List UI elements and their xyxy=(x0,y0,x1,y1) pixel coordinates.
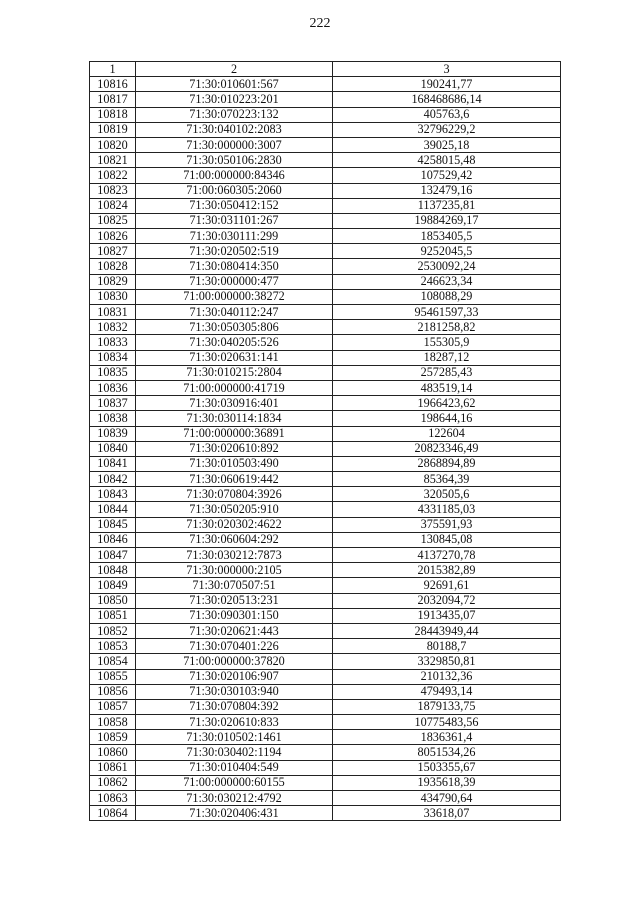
table-row xyxy=(90,563,561,578)
value-cell: 1966423,62 xyxy=(333,396,561,411)
cadastral-number-cell: 71:30:010223:201 xyxy=(136,92,333,107)
table-row xyxy=(90,183,561,198)
value-cell: 1137235,81 xyxy=(333,198,561,213)
cadastral-number-cell: 71:00:060305:2060 xyxy=(136,183,333,198)
cadastral-number-cell: 71:00:000000:37820 xyxy=(136,654,333,669)
row-number-cell: 10855 xyxy=(90,669,136,684)
cadastral-number-cell: 71:30:030114:1834 xyxy=(136,411,333,426)
cadastral-number-cell: 71:30:000000:2105 xyxy=(136,563,333,578)
row-number-cell: 10826 xyxy=(90,229,136,244)
table-row xyxy=(90,426,561,441)
value-cell: 375591,93 xyxy=(333,517,561,532)
table-row xyxy=(90,289,561,304)
cadastral-number-cell: 71:00:000000:36891 xyxy=(136,426,333,441)
value-cell: 483519,14 xyxy=(333,380,561,395)
row-number-cell: 10858 xyxy=(90,715,136,730)
table-row xyxy=(90,213,561,228)
value-cell: 2032094,72 xyxy=(333,593,561,608)
cadastral-number-cell: 71:30:040205:526 xyxy=(136,335,333,350)
value-cell: 4258015,48 xyxy=(333,153,561,168)
value-cell: 3329850,81 xyxy=(333,654,561,669)
cadastral-number-cell: 71:30:010503:490 xyxy=(136,456,333,471)
row-number-cell: 10816 xyxy=(90,77,136,92)
row-number-cell: 10847 xyxy=(90,548,136,563)
table-row xyxy=(90,623,561,638)
table-row xyxy=(90,350,561,365)
cadastral-number-cell: 71:00:000000:38272 xyxy=(136,289,333,304)
cadastral-number-cell: 71:30:070401:226 xyxy=(136,639,333,654)
cadastral-number-cell: 71:30:020610:892 xyxy=(136,441,333,456)
row-number-cell: 10850 xyxy=(90,593,136,608)
cadastral-number-cell: 71:30:060604:292 xyxy=(136,532,333,547)
cadastral-number-cell: 71:30:020631:141 xyxy=(136,350,333,365)
row-number-cell: 10827 xyxy=(90,244,136,259)
value-cell: 434790,64 xyxy=(333,791,561,806)
cadastral-number-cell: 71:30:030402:1194 xyxy=(136,745,333,760)
value-cell: 246623,34 xyxy=(333,274,561,289)
row-number-cell: 10830 xyxy=(90,289,136,304)
table-row xyxy=(90,806,561,821)
cadastral-number-cell: 71:30:090301:150 xyxy=(136,608,333,623)
column-header: 1 xyxy=(90,62,136,77)
value-cell: 1879133,75 xyxy=(333,699,561,714)
value-cell: 8051534,26 xyxy=(333,745,561,760)
table-row xyxy=(90,775,561,790)
value-cell: 132479,16 xyxy=(333,183,561,198)
table-row xyxy=(90,715,561,730)
table-row xyxy=(90,77,561,92)
row-number-cell: 10862 xyxy=(90,775,136,790)
value-cell: 257285,43 xyxy=(333,365,561,380)
value-cell: 95461597,33 xyxy=(333,305,561,320)
table-row xyxy=(90,684,561,699)
row-number-cell: 10846 xyxy=(90,532,136,547)
value-cell: 168468686,14 xyxy=(333,92,561,107)
value-cell: 18287,12 xyxy=(333,350,561,365)
table-row xyxy=(90,699,561,714)
cadastral-number-cell: 71:30:040112:247 xyxy=(136,305,333,320)
table-row xyxy=(90,472,561,487)
row-number-cell: 10824 xyxy=(90,198,136,213)
value-cell: 32796229,2 xyxy=(333,122,561,137)
table-row xyxy=(90,335,561,350)
value-cell: 2530092,24 xyxy=(333,259,561,274)
cadastral-number-cell: 71:30:030111:299 xyxy=(136,229,333,244)
row-number-cell: 10859 xyxy=(90,730,136,745)
table-body xyxy=(90,77,561,821)
value-cell: 2015382,89 xyxy=(333,563,561,578)
cadastral-number-cell: 71:30:000000:3007 xyxy=(136,137,333,152)
value-cell: 4331185,03 xyxy=(333,502,561,517)
table-row xyxy=(90,365,561,380)
table-row xyxy=(90,198,561,213)
row-number-cell: 10819 xyxy=(90,122,136,137)
value-cell: 198644,16 xyxy=(333,411,561,426)
row-number-cell: 10831 xyxy=(90,305,136,320)
cadastral-number-cell: 71:30:020406:431 xyxy=(136,806,333,821)
table-row xyxy=(90,259,561,274)
row-number-cell: 10852 xyxy=(90,623,136,638)
value-cell: 210132,36 xyxy=(333,669,561,684)
table-row xyxy=(90,168,561,183)
cadastral-number-cell: 71:30:020621:443 xyxy=(136,623,333,638)
table-row xyxy=(90,411,561,426)
table-row xyxy=(90,730,561,745)
row-number-cell: 10861 xyxy=(90,760,136,775)
value-cell: 1913435,07 xyxy=(333,608,561,623)
table-row xyxy=(90,487,561,502)
column-header: 3 xyxy=(333,62,561,77)
cadastral-number-cell: 71:30:070804:392 xyxy=(136,699,333,714)
row-number-cell: 10849 xyxy=(90,578,136,593)
table-header-row xyxy=(90,62,561,77)
value-cell: 4137270,78 xyxy=(333,548,561,563)
row-number-cell: 10851 xyxy=(90,608,136,623)
table-row xyxy=(90,578,561,593)
table-row xyxy=(90,593,561,608)
row-number-cell: 10822 xyxy=(90,168,136,183)
cadastral-number-cell: 71:30:030916:401 xyxy=(136,396,333,411)
row-number-cell: 10856 xyxy=(90,684,136,699)
row-number-cell: 10837 xyxy=(90,396,136,411)
value-cell: 320505,6 xyxy=(333,487,561,502)
value-cell: 1853405,5 xyxy=(333,229,561,244)
value-cell: 92691,61 xyxy=(333,578,561,593)
cadastral-number-cell: 71:30:020106:907 xyxy=(136,669,333,684)
table-row xyxy=(90,305,561,320)
cadastral-number-cell: 71:30:010215:2804 xyxy=(136,365,333,380)
row-number-cell: 10843 xyxy=(90,487,136,502)
value-cell: 20823346,49 xyxy=(333,441,561,456)
table-row xyxy=(90,654,561,669)
value-cell: 122604 xyxy=(333,426,561,441)
table-row xyxy=(90,229,561,244)
table-row xyxy=(90,107,561,122)
row-number-cell: 10841 xyxy=(90,456,136,471)
table-row xyxy=(90,760,561,775)
value-cell: 9252045,5 xyxy=(333,244,561,259)
cadastral-number-cell: 71:30:070507:51 xyxy=(136,578,333,593)
value-cell: 2181258,82 xyxy=(333,320,561,335)
row-number-cell: 10820 xyxy=(90,137,136,152)
table-row xyxy=(90,791,561,806)
value-cell: 190241,77 xyxy=(333,77,561,92)
value-cell: 107529,42 xyxy=(333,168,561,183)
row-number-cell: 10844 xyxy=(90,502,136,517)
page-number: 222 xyxy=(309,16,331,31)
table-row xyxy=(90,274,561,289)
table-row xyxy=(90,517,561,532)
cadastral-number-cell: 71:30:030212:4792 xyxy=(136,791,333,806)
row-number-cell: 10854 xyxy=(90,654,136,669)
cadastral-number-cell: 71:30:030103:940 xyxy=(136,684,333,699)
cadastral-number-cell: 71:00:000000:41719 xyxy=(136,380,333,395)
value-cell: 39025,18 xyxy=(333,137,561,152)
cadastral-number-cell: 71:30:050205:910 xyxy=(136,502,333,517)
row-number-cell: 10838 xyxy=(90,411,136,426)
value-cell: 2868894,89 xyxy=(333,456,561,471)
table-row xyxy=(90,122,561,137)
table-row xyxy=(90,548,561,563)
row-number-cell: 10833 xyxy=(90,335,136,350)
row-number-cell: 10836 xyxy=(90,380,136,395)
value-cell: 1503355,67 xyxy=(333,760,561,775)
cadastral-number-cell: 71:30:070804:3926 xyxy=(136,487,333,502)
row-number-cell: 10864 xyxy=(90,806,136,821)
cadastral-number-cell: 71:30:010601:567 xyxy=(136,77,333,92)
row-number-cell: 10825 xyxy=(90,213,136,228)
row-number-cell: 10828 xyxy=(90,259,136,274)
cadastral-number-cell: 71:30:031101:267 xyxy=(136,213,333,228)
value-cell: 80188,7 xyxy=(333,639,561,654)
row-number-cell: 10823 xyxy=(90,183,136,198)
row-number-cell: 10842 xyxy=(90,472,136,487)
cadastral-number-cell: 71:30:020610:833 xyxy=(136,715,333,730)
cadastral-number-cell: 71:30:020502:519 xyxy=(136,244,333,259)
value-cell: 85364,39 xyxy=(333,472,561,487)
value-cell: 33618,07 xyxy=(333,806,561,821)
cadastral-number-cell: 71:00:000000:60155 xyxy=(136,775,333,790)
table-row xyxy=(90,532,561,547)
cadastral-number-cell: 71:30:000000:477 xyxy=(136,274,333,289)
table-row xyxy=(90,320,561,335)
row-number-cell: 10821 xyxy=(90,153,136,168)
cadastral-number-cell: 71:30:020302:4622 xyxy=(136,517,333,532)
cadastral-number-cell: 71:30:010502:1461 xyxy=(136,730,333,745)
cadastral-number-cell: 71:30:050106:2830 xyxy=(136,153,333,168)
row-number-cell: 10848 xyxy=(90,563,136,578)
row-number-cell: 10839 xyxy=(90,426,136,441)
table-row xyxy=(90,456,561,471)
value-cell: 28443949,44 xyxy=(333,623,561,638)
cadastral-number-cell: 71:30:060619:442 xyxy=(136,472,333,487)
row-number-cell: 10835 xyxy=(90,365,136,380)
table-row xyxy=(90,244,561,259)
value-cell: 108088,29 xyxy=(333,289,561,304)
cadastral-number-cell: 71:30:040102:2083 xyxy=(136,122,333,137)
cadastral-number-cell: 71:30:080414:350 xyxy=(136,259,333,274)
table-row xyxy=(90,639,561,654)
value-cell: 479493,14 xyxy=(333,684,561,699)
cadastral-number-cell: 71:30:070223:132 xyxy=(136,107,333,122)
cadastral-number-cell: 71:30:020513:231 xyxy=(136,593,333,608)
row-number-cell: 10832 xyxy=(90,320,136,335)
value-cell: 19884269,17 xyxy=(333,213,561,228)
value-cell: 10775483,56 xyxy=(333,715,561,730)
row-number-cell: 10829 xyxy=(90,274,136,289)
table-row xyxy=(90,502,561,517)
table-row xyxy=(90,745,561,760)
cadastral-number-cell: 71:30:030212:7873 xyxy=(136,548,333,563)
row-number-cell: 10853 xyxy=(90,639,136,654)
value-cell: 130845,08 xyxy=(333,532,561,547)
row-number-cell: 10857 xyxy=(90,699,136,714)
cadastral-number-cell: 71:30:050412:152 xyxy=(136,198,333,213)
data-table xyxy=(89,61,561,821)
table-row xyxy=(90,92,561,107)
row-number-cell: 10834 xyxy=(90,350,136,365)
row-number-cell: 10845 xyxy=(90,517,136,532)
value-cell: 405763,6 xyxy=(333,107,561,122)
table-row xyxy=(90,380,561,395)
table-row xyxy=(90,153,561,168)
cadastral-number-cell: 71:00:000000:84346 xyxy=(136,168,333,183)
table-row xyxy=(90,396,561,411)
row-number-cell: 10818 xyxy=(90,107,136,122)
value-cell: 155305,9 xyxy=(333,335,561,350)
row-number-cell: 10863 xyxy=(90,791,136,806)
row-number-cell: 10817 xyxy=(90,92,136,107)
row-number-cell: 10860 xyxy=(90,745,136,760)
cadastral-number-cell: 71:30:010404:549 xyxy=(136,760,333,775)
row-number-cell: 10840 xyxy=(90,441,136,456)
value-cell: 1836361,4 xyxy=(333,730,561,745)
table-row xyxy=(90,441,561,456)
table-row xyxy=(90,669,561,684)
cadastral-number-cell: 71:30:050305:806 xyxy=(136,320,333,335)
table-row xyxy=(90,608,561,623)
column-header: 2 xyxy=(136,62,333,77)
table-row xyxy=(90,137,561,152)
value-cell: 1935618,39 xyxy=(333,775,561,790)
